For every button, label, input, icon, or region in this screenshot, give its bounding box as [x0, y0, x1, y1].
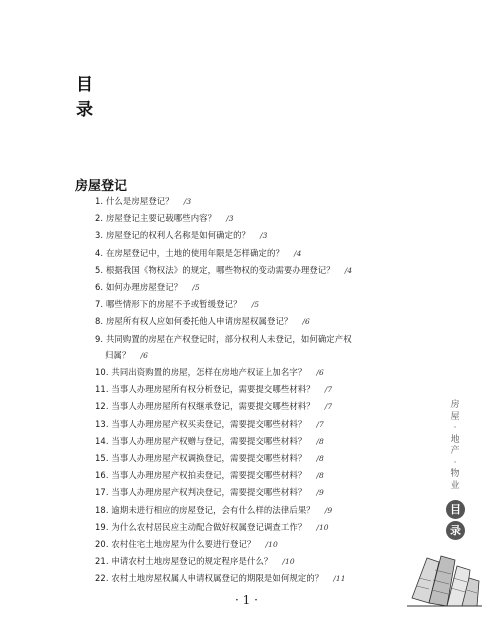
- toc-item-page: /6: [140, 350, 148, 360]
- toc-item-title: 3. 房屋登记的权利人名称是如何确定的？: [95, 230, 251, 241]
- toc-item[interactable]: [95, 245, 395, 262]
- toc-item[interactable]: [95, 398, 395, 415]
- toc-item[interactable]: [95, 364, 395, 381]
- toc-item[interactable]: [95, 227, 395, 244]
- toc-item[interactable]: [95, 262, 395, 279]
- side-badge-char-1: 目: [446, 500, 465, 519]
- toc-item-title: 1. 什么是房屋登记？: [95, 196, 174, 206]
- toc-item-page: /8: [316, 471, 324, 481]
- toc-item[interactable]: [95, 502, 395, 519]
- toc-item-title-continued: [95, 347, 395, 364]
- side-category-text: 房屋·地产·物业: [450, 400, 460, 491]
- toc-item[interactable]: [95, 296, 395, 313]
- toc-item[interactable]: [95, 467, 395, 484]
- toc-item[interactable]: [95, 519, 395, 536]
- toc-item[interactable]: [95, 450, 395, 467]
- toc-item[interactable]: [95, 313, 395, 330]
- toc-item[interactable]: [95, 193, 395, 210]
- toc-item-page: /3: [226, 214, 234, 224]
- toc-item-title: 20. 农村住宅土地房屋为什么要进行登记？: [95, 539, 256, 550]
- toc-item-title: 7. 哪些情形下的房屋不予或暂缓登记？: [95, 299, 242, 310]
- toc-item-page: /6: [316, 368, 324, 378]
- toc-item[interactable]: [95, 381, 395, 398]
- toc-item-title: 13. 当事人办理房屋产权买卖登记，需要提交哪些材料？: [95, 418, 307, 429]
- toc-item-title: 4. 在房屋登记中，土地的使用年限是怎样确定的？: [95, 247, 284, 258]
- toc-item[interactable]: [95, 210, 395, 227]
- toc-item-title: 8. 房屋所有权人应如何委托他人申请房屋权属登记？: [95, 316, 293, 327]
- toc-item-title: 5. 根据我国《物权法》的规定，哪些物权的变动需要办理登记？: [95, 264, 335, 275]
- toc-item-page: /9: [324, 505, 333, 515]
- side-badge-char-2: 录: [446, 521, 465, 540]
- toc-item-title: 14. 当事人办理房屋产权赠与登记，需要提交哪些材料？: [95, 435, 307, 446]
- toc-item-title: 10. 共同出资购置的房屋，怎样在房地产权证上加名字？: [95, 367, 307, 378]
- page-title-char-1: 目: [76, 75, 93, 95]
- toc-item-title-continuation: 归属？: [105, 349, 131, 360]
- toc-item[interactable]: [95, 553, 395, 570]
- toc-item-page: /11: [333, 574, 346, 584]
- toc-item-page: /8: [316, 454, 324, 464]
- toc-item-title: 17. 当事人办理房屋产权判决登记，需要提交哪些材料？: [95, 487, 307, 498]
- toc-item-page: /7: [324, 402, 333, 412]
- toc-item-page: /10: [265, 540, 278, 550]
- section-heading: 房屋登记: [75, 179, 128, 194]
- toc-item-title: 12. 当事人办理房屋所有权继承登记，需要提交哪些材料？: [95, 401, 315, 412]
- buildings-illustration-icon: [407, 548, 482, 608]
- side-category-label: [447, 400, 463, 492]
- toc-item-title: 16. 当事人办理房屋产权拍卖登记，需要提交哪些材料？: [95, 470, 307, 481]
- toc-item-title: 6. 如何办理房屋登记？: [95, 282, 183, 293]
- toc-item-page: /10: [316, 522, 329, 532]
- toc-item-title: 19. 为什么农村居民应主动配合做好权属登记调查工作？: [95, 521, 307, 532]
- toc-item[interactable]: [95, 433, 395, 450]
- toc-item-page: /6: [302, 317, 310, 327]
- toc-item-page: /5: [251, 300, 260, 310]
- toc-item-page: /7: [316, 419, 324, 429]
- toc-item[interactable]: [95, 536, 395, 553]
- toc-item-title: 11. 当事人办理房屋所有权分析登记，需要提交哪些材料？: [95, 384, 315, 395]
- toc-item-page: /3: [183, 197, 192, 206]
- toc-list: [95, 193, 395, 588]
- toc-item-page: /3: [260, 231, 268, 241]
- toc-item[interactable]: [95, 570, 395, 587]
- toc-item-page: /8: [316, 436, 324, 446]
- toc-item-title: 21. 申请农村土地房屋登记的规定程序是什么？: [95, 556, 273, 567]
- toc-item[interactable]: [95, 416, 395, 433]
- toc-item-title: 9. 共同购置的房屋在产权登记时，部分权利人未登记，如何确定产权: [95, 333, 352, 344]
- toc-item-page: /9: [316, 488, 324, 498]
- toc-item-title: 15. 当事人办理房屋产权调换登记，需要提交哪些材料？: [95, 453, 307, 464]
- toc-item-page: /4: [344, 265, 353, 275]
- toc-item[interactable]: [95, 484, 395, 501]
- toc-item-title: 22. 农村土地房屋权属人申请权属登记的期限是如何规定的？: [95, 573, 324, 584]
- toc-item[interactable]: [95, 331, 395, 364]
- toc-item[interactable]: [95, 279, 395, 296]
- page-number: · 1 ·: [235, 593, 258, 607]
- toc-item-page: /5: [192, 283, 200, 293]
- toc-item-page: /10: [282, 557, 295, 567]
- toc-item-title: 2. 房屋登记主要记载哪些内容？: [95, 213, 217, 224]
- page-title-char-2: 录: [76, 100, 93, 120]
- toc-item-page: /4: [293, 248, 302, 258]
- toc-item-page: /7: [324, 385, 333, 395]
- toc-item-title: 18. 逾期未进行相应的房屋登记，会有什么样的法律后果？: [95, 504, 315, 515]
